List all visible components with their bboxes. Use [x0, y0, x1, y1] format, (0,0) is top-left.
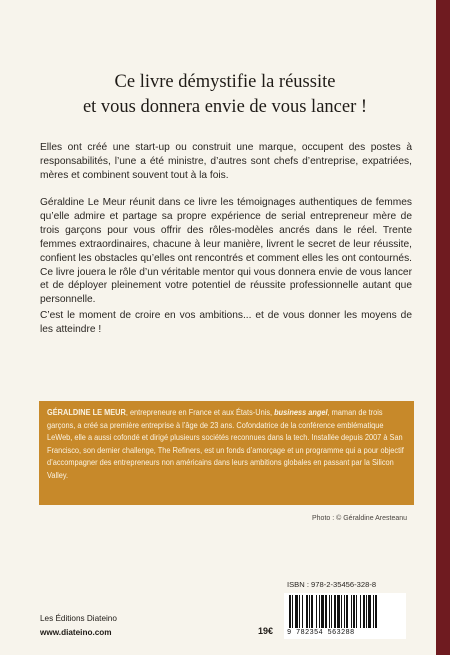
publisher-website: www.diateino.com	[40, 628, 112, 637]
barcode-bars	[287, 595, 403, 628]
barcode-bar	[325, 595, 327, 628]
barcode-bar	[346, 595, 348, 628]
barcode-bar	[289, 595, 291, 628]
paragraph-2: Géraldine Le Meur réunit dans ce livre les témoignages authentiques de femmes qu’elle admire et partage sa propre expérience de serial entrepreneur mère de trois garçons pour vous offrir des rôles-modèles ancrés dans le réel. Trente femmes extraordinaires, chacune à leur manière, livrent le secret de leur réussite, confient les obstacles qu’elles ont rencontrés et comment elles les ont contournés. Ce livre jouera le rôle d’un véritable mentor qui vous donnera envie de vous lancer et de déployer pleinement votre potentiel de réussite professionnelle autant que personnelle.	[40, 197, 412, 306]
barcode-bar	[311, 595, 313, 628]
price-label: 19€	[258, 626, 274, 636]
barcode-bar	[306, 595, 308, 628]
barcode-bar	[316, 595, 317, 628]
barcode-bar	[331, 595, 332, 628]
author-name: GÉRALDINE LE MEUR	[47, 407, 126, 417]
barcode-bar	[321, 595, 324, 628]
barcode-bar	[295, 595, 298, 628]
paragraph-3: C’est le moment de croire en vos ambitions... et de vous donner les moyens de les atteindre !	[40, 310, 412, 335]
barcode-number: 9 782354 563288	[287, 629, 355, 637]
headline	[40, 70, 410, 120]
barcode-bar	[334, 595, 336, 628]
barcode-bar	[366, 595, 367, 628]
barcode-bar	[341, 595, 342, 628]
headline-line-1: Ce livre démystifie la réussite	[114, 72, 336, 92]
barcode-bar	[353, 595, 355, 628]
barcode-bar	[309, 595, 310, 628]
author-bio-text	[47, 406, 404, 482]
barcode-bar	[337, 595, 340, 628]
bio-emphasis: business angel	[274, 407, 328, 417]
barcode-bar	[344, 595, 345, 628]
barcode-bar	[360, 595, 361, 628]
paragraph-1: Elles ont créé une start-up ou construit une marque, occupent des postes à responsabilités, l’une a été ministre, d’autres sont chefs d’entreprise, expatriées, mères et combinent souvent tout à la fois.	[40, 142, 412, 181]
barcode-bar	[299, 595, 300, 628]
isbn-label: ISBN : 978-2-35456-328-8	[287, 580, 377, 589]
barcode-bar	[363, 595, 365, 628]
barcode-bar	[375, 595, 377, 628]
barcode-bar	[368, 595, 371, 628]
photo-credit: Photo : © Géraldine Aresteanu	[312, 515, 408, 522]
bio-part-1: , entrepreneure en France et aux États-Unis,	[125, 407, 275, 417]
publisher-block	[40, 612, 117, 640]
book-spine-edge	[436, 0, 450, 655]
barcode-bar	[302, 595, 303, 628]
barcode	[284, 593, 406, 639]
bio-part-2: , maman de trois garçons, a créé sa première entreprise à l’âge de 23 ans. Cofondatrice de la conférence emblématique LeWeb, elle a aussi cofondé et dirigé plusieurs sociétés reconnues dans la tech. Installée depuis 2007 à San Francisco, son dernier challenge, The Refiners, est un fonds d’amorçage et un programme qui a pour objectif d’accompagner des entrepreneurs non américains dans leurs ambitions globales en passant par la Silicon Valley.	[47, 407, 404, 480]
barcode-bar	[351, 595, 352, 628]
barcode-bar	[373, 595, 374, 628]
barcode-bar	[292, 595, 293, 628]
headline-line-2: et vous donnera envie de vous lancer !	[82, 97, 368, 117]
barcode-bar	[329, 595, 330, 628]
barcode-bar	[356, 595, 357, 628]
publisher-name: Les Éditions Diateino	[40, 614, 117, 623]
barcode-bar	[319, 595, 320, 628]
author-bio-box	[39, 401, 414, 505]
